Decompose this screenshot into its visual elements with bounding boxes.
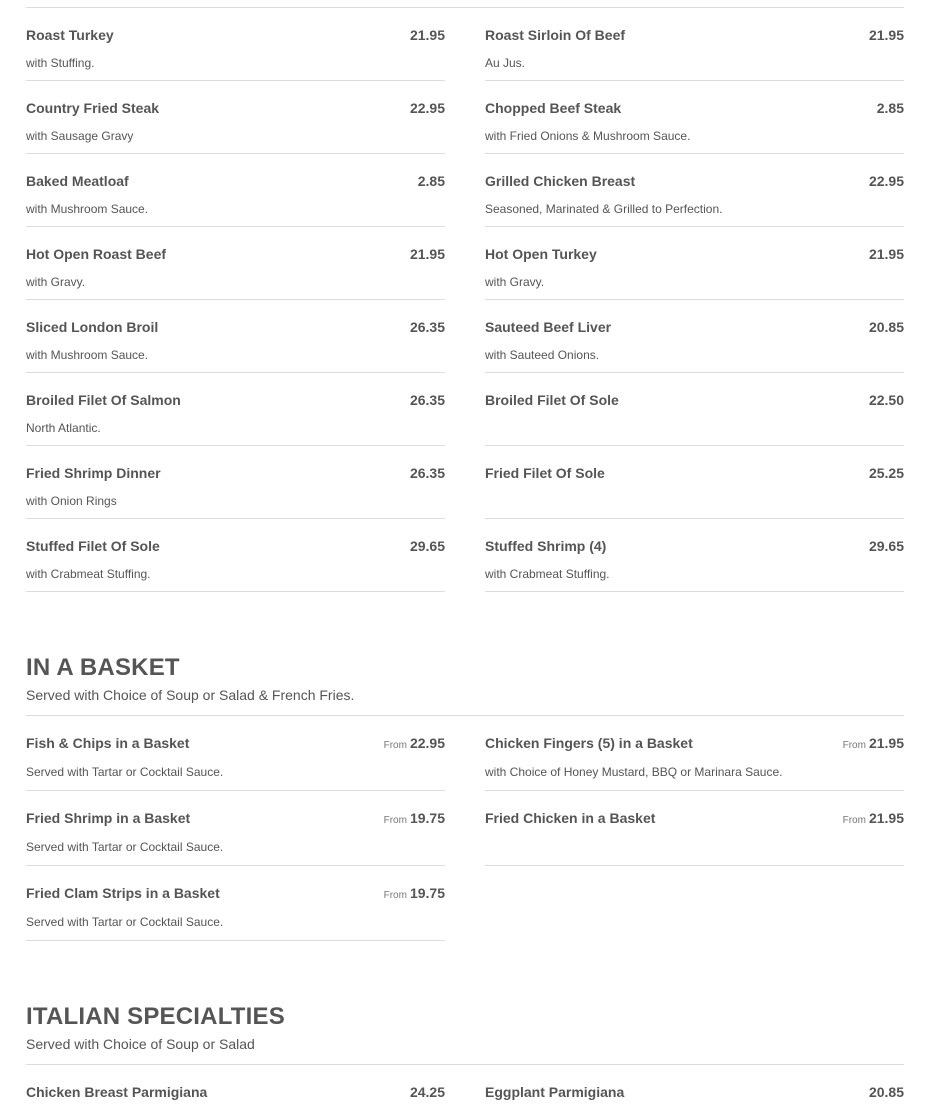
item-name: Eggplant Parmigiana	[485, 1084, 625, 1100]
item-price	[384, 885, 445, 901]
item-name: Fish & Chips in a Basket	[26, 735, 190, 751]
from-label: From	[383, 740, 407, 751]
menu-item[interactable]	[485, 1065, 904, 1106]
item-description: with Sauteed Onions.	[485, 348, 600, 362]
item-description: Au Jus.	[485, 56, 526, 70]
price-value: 21.95	[868, 735, 904, 751]
menu-item[interactable]	[26, 227, 445, 300]
item-price: 20.85	[868, 1084, 904, 1100]
item-description: Served with Tartar or Cocktail Sauce.	[26, 765, 224, 779]
menu-item[interactable]	[485, 227, 904, 300]
menu-item[interactable]	[485, 300, 904, 373]
item-name: Sliced London Broil	[26, 319, 159, 335]
item-name: Roast Sirloin Of Beef	[485, 27, 626, 43]
menu-row	[26, 227, 904, 300]
price-value: 22.95	[409, 735, 445, 751]
item-description: with Choice of Honey Mustard, BBQ or Marinara Sauce.	[485, 765, 783, 779]
item-description: Seasoned, Marinated & Grilled to Perfection.	[485, 202, 723, 216]
item-description: with Gravy.	[485, 275, 545, 289]
item-name: Hot Open Turkey	[485, 246, 597, 262]
menu-item[interactable]	[26, 81, 445, 154]
menu-row	[26, 373, 904, 446]
menu-item[interactable]	[26, 716, 445, 791]
item-name: Country Fried Steak	[26, 100, 160, 116]
price-value: 19.75	[409, 885, 445, 901]
item-description: with Onion Rings	[26, 494, 117, 508]
item-name: Fried Shrimp Dinner	[26, 465, 161, 481]
item-name: Stuffed Shrimp (4)	[485, 538, 607, 554]
item-price: 24.25	[409, 1084, 445, 1100]
menu-row	[26, 8, 904, 81]
item-description: with Mushroom Sauce.	[26, 202, 149, 216]
item-description: Served with Tartar or Cocktail Sauce.	[26, 840, 224, 854]
item-name: Fried Chicken in a Basket	[485, 810, 656, 826]
item-description: with Stuffing.	[26, 56, 95, 70]
item-price: 21.95	[409, 246, 445, 262]
section-subtitle: Served with Choice of Soup or Salad & French Fries.	[26, 687, 355, 703]
italian-grid	[26, 1065, 904, 1106]
menu-row	[26, 154, 904, 227]
section-title: ITALIAN SPECIALTIES	[26, 1003, 285, 1030]
from-label: From	[383, 890, 407, 901]
menu-item[interactable]	[26, 791, 445, 866]
from-label: From	[383, 815, 407, 826]
from-label: From	[842, 815, 866, 826]
item-name: Chicken Breast Parmigiana	[26, 1084, 208, 1100]
item-price: 21.95	[868, 27, 904, 43]
item-description: with Sausage Gravy	[26, 129, 134, 143]
menu-item[interactable]	[485, 716, 904, 791]
menu-row	[26, 300, 904, 373]
item-price	[843, 810, 904, 826]
item-description: with Fried Onions & Mushroom Sauce.	[485, 129, 691, 143]
item-price: 25.25	[868, 465, 904, 481]
item-price: 2.85	[876, 100, 904, 116]
menu-item[interactable]	[485, 8, 904, 81]
item-price: 21.95	[868, 246, 904, 262]
menu-item[interactable]	[485, 519, 904, 592]
item-name: Fried Shrimp in a Basket	[26, 810, 191, 826]
item-price: 22.95	[409, 100, 445, 116]
item-description: with Crabmeat Stuffing.	[485, 567, 610, 581]
from-label: From	[842, 740, 866, 751]
menu-row	[26, 866, 904, 941]
item-name: Chicken Fingers (5) in a Basket	[485, 735, 693, 751]
price-value: 19.75	[409, 810, 445, 826]
item-price: 29.65	[409, 538, 445, 554]
section-title: IN A BASKET	[26, 654, 180, 681]
item-description: Served with Tartar or Cocktail Sauce.	[26, 915, 224, 929]
item-price: 29.65	[868, 538, 904, 554]
item-name: Stuffed Filet Of Sole	[26, 538, 160, 554]
menu-item[interactable]	[26, 866, 445, 941]
menu-item[interactable]	[26, 373, 445, 446]
menu-item[interactable]	[485, 446, 904, 519]
item-price: 26.35	[409, 465, 445, 481]
item-name: Broiled Filet Of Sole	[485, 392, 619, 408]
item-description: with Gravy.	[26, 275, 86, 289]
menu-row	[26, 791, 904, 866]
price-value: 21.95	[868, 810, 904, 826]
menu-item[interactable]	[26, 154, 445, 227]
basket-grid	[26, 716, 904, 941]
item-name: Fried Filet Of Sole	[485, 465, 605, 481]
item-price: 26.35	[409, 392, 445, 408]
item-name: Baked Meatloaf	[26, 173, 129, 189]
item-name: Sauteed Beef Liver	[485, 319, 612, 335]
menu-item[interactable]	[26, 446, 445, 519]
menu-item[interactable]	[485, 81, 904, 154]
item-price: 20.85	[868, 319, 904, 335]
item-name: Broiled Filet Of Salmon	[26, 392, 181, 408]
item-price: 22.95	[868, 173, 904, 189]
menu-item[interactable]	[26, 519, 445, 592]
menu-item[interactable]	[26, 1065, 445, 1106]
menu-row	[26, 81, 904, 154]
item-price: 21.95	[409, 27, 445, 43]
item-price	[384, 810, 445, 826]
item-price: 26.35	[409, 319, 445, 335]
item-price: 2.85	[417, 173, 445, 189]
menu-row	[26, 519, 904, 592]
menu-item[interactable]	[485, 791, 904, 866]
item-description: with Crabmeat Stuffing.	[26, 567, 151, 581]
menu-item[interactable]	[26, 300, 445, 373]
item-name: Grilled Chicken Breast	[485, 173, 636, 189]
menu-row	[26, 1065, 904, 1106]
item-price	[384, 735, 445, 751]
menu-row	[26, 716, 904, 791]
item-description: North Atlantic.	[26, 421, 101, 435]
item-name: Fried Clam Strips in a Basket	[26, 885, 220, 901]
menu-item[interactable]	[26, 8, 445, 81]
dinner-grid	[26, 8, 904, 592]
item-name: Hot Open Roast Beef	[26, 246, 167, 262]
menu-item[interactable]	[485, 373, 904, 446]
section-subtitle: Served with Choice of Soup or Salad	[26, 1036, 255, 1052]
item-description: with Mushroom Sauce.	[26, 348, 149, 362]
menu-item[interactable]	[485, 154, 904, 227]
menu-row	[26, 446, 904, 519]
item-name: Chopped Beef Steak	[485, 100, 622, 116]
item-name: Roast Turkey	[26, 27, 114, 43]
item-price	[843, 735, 904, 751]
item-price: 22.50	[868, 392, 904, 408]
